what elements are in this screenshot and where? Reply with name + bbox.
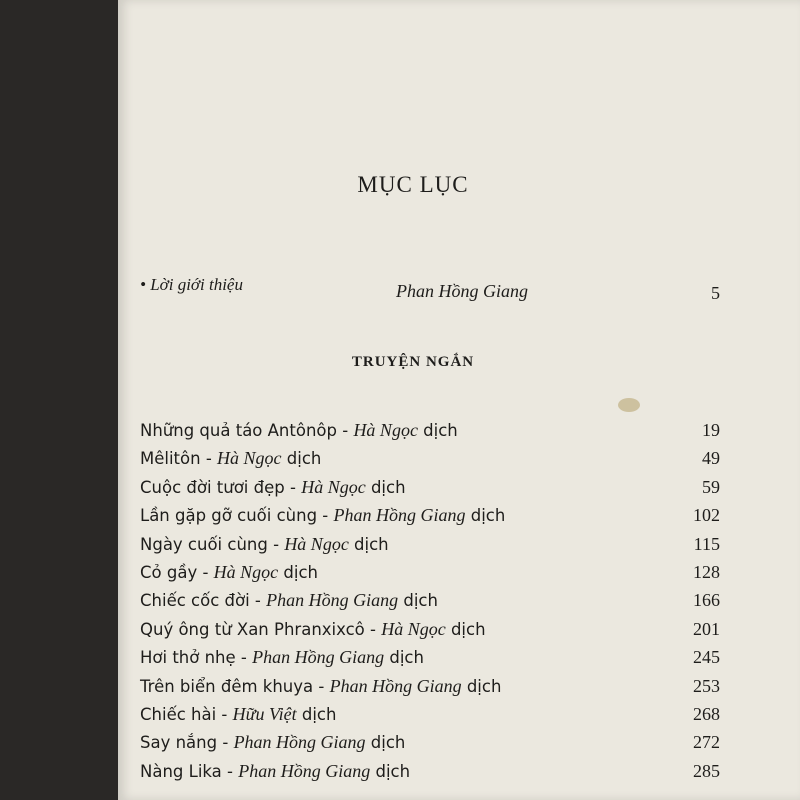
section-title: TRUYỆN NGẮN [351,354,475,370]
entry-title: Say nắng [140,733,218,753]
entry-separator: - [249,591,267,611]
intro-page-number: 5 [711,283,720,303]
toc-entry [140,416,720,444]
entry-translator: Hà Ngọc [284,533,349,554]
toc-entry [140,473,720,501]
entry-separator: - [197,562,214,582]
entry-title: Ngày cuối cùng [140,534,268,554]
entry-translator: Phan Hồng Giang [329,675,462,696]
toc-entry [140,757,720,785]
page-title: MỤC LỤC [357,172,469,197]
entry-title: Quý ông từ Xan Phranxixcô [140,619,365,639]
intro-entry [140,275,720,303]
entry-page-number: 59 [702,476,720,497]
intro-label: • Lời giới thiệu [140,275,243,294]
entry-suffix: dịch [296,704,337,724]
entry-separator: - [267,534,285,554]
entry-title: Trên biển đêm khuya [140,676,314,696]
entry-separator: - [217,733,234,753]
entry-translator: Hữu Việt [232,703,297,724]
entry-translator: Hà Ngọc [381,618,446,639]
entry-translator: Phan Hồng Giang [233,732,366,753]
entry-translator: Hà Ngọc [353,420,418,440]
entry-suffix: dịch [365,477,406,497]
entry-title: Cuộc đời tươi đẹp [140,477,285,497]
entry-page-number: 201 [693,618,720,639]
entry-title: Chiếc hài [140,704,217,724]
entry-suffix: dịch [384,648,424,668]
toc-entry [140,643,720,671]
entry-translator: Phan Hồng Giang [333,505,466,526]
entry-separator: - [200,449,218,469]
toc-entry [140,672,720,700]
entry-page-number: 268 [693,703,720,724]
entry-translator: Hà Ngọc [217,448,282,469]
entry-page-number: 128 [693,561,720,582]
page-stain [618,398,640,412]
entry-page-number: 166 [693,590,720,611]
entry-separator: - [336,421,354,440]
entry-suffix: dịch [465,506,506,526]
entry-title: Những quả táo Antônôp [140,421,337,440]
toc-list [140,416,720,785]
entry-page-number: 19 [702,420,720,440]
toc-entry [140,444,720,472]
book-page [118,0,800,800]
entry-page-number: 285 [693,760,720,781]
toc-entry [140,700,720,728]
toc-entry [140,615,720,643]
entry-translator: Phan Hồng Giang [252,647,385,668]
entry-separator: - [216,704,233,724]
entry-suffix: dịch [417,421,458,440]
toc-entry [140,586,720,614]
entry-page-number: 253 [693,675,720,696]
entry-title: Lần gặp gỡ cuối cùng [140,506,318,526]
entry-separator: - [235,648,253,668]
toc-entry [140,728,720,756]
entry-suffix: dịch [348,534,389,554]
entry-title: Mêlitôn [140,449,201,469]
entry-page-number: 49 [702,448,720,469]
entry-translator: Hà Ngọc [301,476,366,497]
entry-page-number: 102 [693,505,720,526]
entry-translator: Phan Hồng Giang [266,590,399,611]
entry-translator: Hà Ngọc [213,561,279,582]
entry-suffix: dịch [278,562,319,582]
entry-translator: Phan Hồng Giang [238,760,371,781]
entry-suffix: dịch [281,449,322,469]
entry-separator: - [364,619,382,639]
entry-title: Cỏ gầy [140,562,198,582]
entry-separator: - [221,761,239,781]
entry-title: Nàng Lika [140,761,222,781]
entry-separator: - [284,477,302,497]
intro-author: Phan Hồng Giang [396,281,528,301]
entry-title: Hơi thở nhẹ [140,648,236,668]
entry-page-number: 115 [693,533,720,554]
entry-suffix: dịch [445,619,486,639]
toc-entry [140,530,720,558]
toc-entry [140,501,720,529]
entry-suffix: dịch [365,733,406,753]
entry-title: Chiếc cốc đời [140,591,250,611]
entry-page-number: 272 [693,732,720,753]
entry-suffix: dịch [461,676,502,696]
toc-entry [140,558,720,586]
entry-separator: - [317,506,334,526]
entry-page-number: 245 [693,647,720,668]
entry-suffix: dịch [398,591,438,611]
entry-suffix: dịch [370,761,411,781]
entry-separator: - [313,676,330,696]
